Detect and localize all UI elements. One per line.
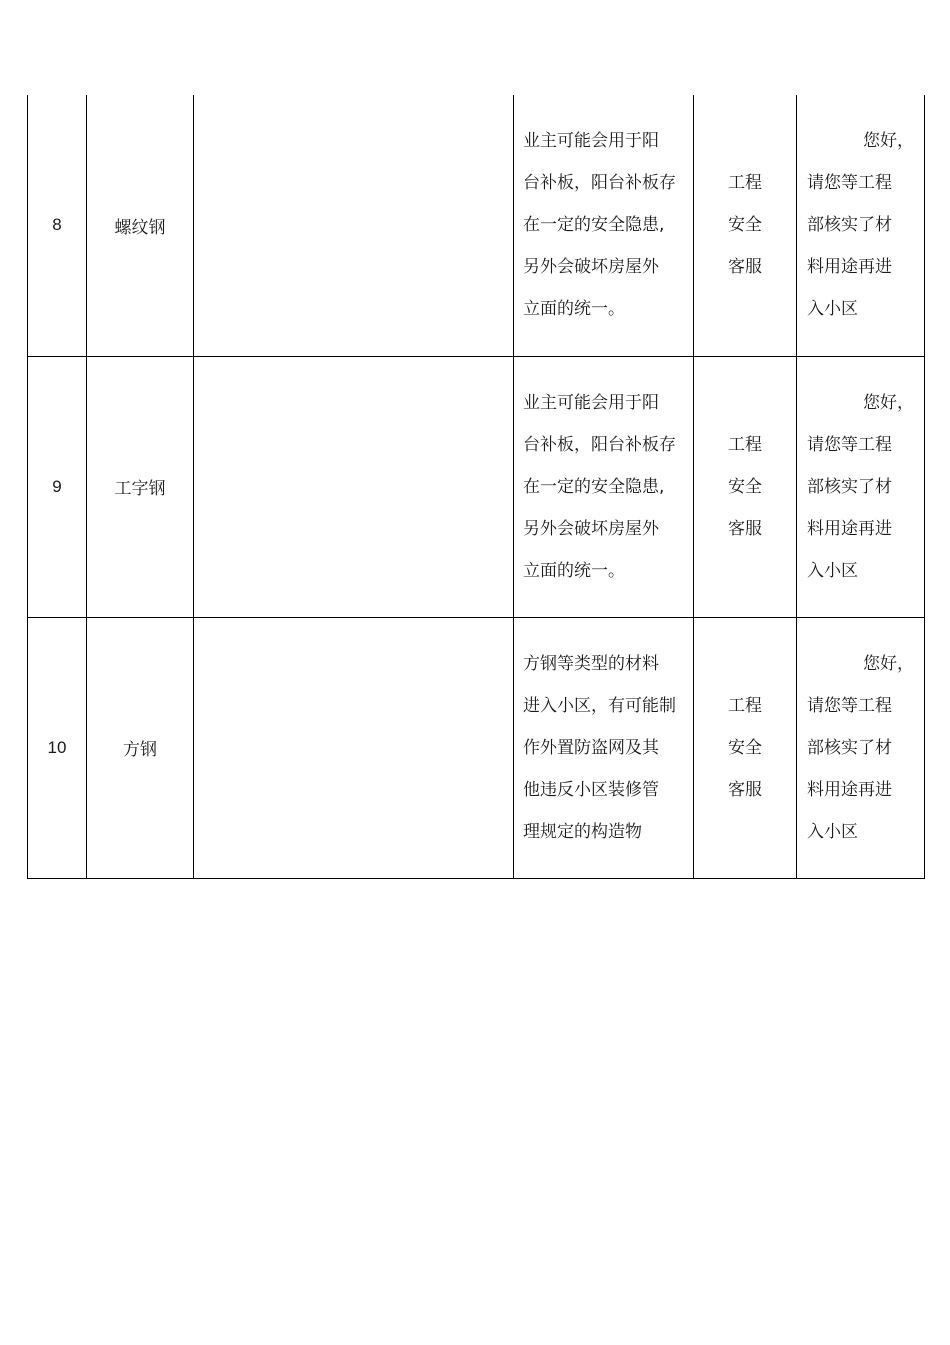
responsible-departments — [694, 617, 797, 878]
reply-line: 入小区 — [807, 299, 858, 320]
department-line: 安全 — [728, 476, 762, 497]
row-number: 8 — [28, 95, 87, 356]
responsible-departments — [694, 356, 797, 617]
reply-line: 料用途再进 — [807, 518, 892, 539]
responsible-departments — [694, 95, 797, 356]
reply-line: 入小区 — [807, 560, 858, 581]
table-row — [28, 95, 925, 356]
department-line: 工程 — [728, 434, 762, 455]
material-name: 方钢 — [87, 617, 194, 878]
standard-reply — [797, 617, 925, 878]
reason-line: 进入小区，有可能制 — [523, 695, 676, 716]
reply-line: 部核实了材 — [807, 215, 892, 236]
materials-table — [27, 95, 925, 879]
reply-line: 您好， — [863, 131, 914, 152]
row-number: 9 — [28, 356, 87, 617]
reply-line: 您好， — [863, 653, 914, 674]
material-description — [194, 356, 514, 617]
reason-line: 理规定的构造物 — [523, 821, 642, 842]
department-line: 安全 — [728, 737, 762, 758]
reply-line: 部核实了材 — [807, 476, 892, 497]
material-name: 螺纹钢 — [87, 95, 194, 356]
row-number: 10 — [28, 617, 87, 878]
standard-reply — [797, 95, 925, 356]
reason-line: 立面的统一。 — [523, 560, 625, 581]
material-description — [194, 617, 514, 878]
reply-line: 入小区 — [807, 821, 858, 842]
reason-line: 业主可能会用于阳 — [523, 392, 659, 413]
department-line: 客服 — [728, 257, 762, 278]
reply-line: 您好， — [863, 392, 914, 413]
reason-line: 作外置防盗网及其 — [523, 737, 659, 758]
reply-line: 请您等工程 — [807, 434, 892, 455]
department-line: 客服 — [728, 518, 762, 539]
restriction-reason — [514, 95, 694, 356]
reason-line: 另外会破坏房屋外 — [523, 518, 659, 539]
reply-line: 料用途再进 — [807, 257, 892, 278]
reply-line: 料用途再进 — [807, 779, 892, 800]
restriction-reason — [514, 356, 694, 617]
material-description — [194, 95, 514, 356]
reason-line: 他违反小区装修管 — [523, 779, 659, 800]
standard-reply — [797, 356, 925, 617]
table-row — [28, 356, 925, 617]
table-row — [28, 617, 925, 878]
reply-line: 请您等工程 — [807, 173, 892, 194]
reply-line: 请您等工程 — [807, 695, 892, 716]
restriction-reason — [514, 617, 694, 878]
material-name: 工字钢 — [87, 356, 194, 617]
reason-line: 方钢等类型的材料 — [523, 653, 659, 674]
reason-line: 业主可能会用于阳 — [523, 131, 659, 152]
reason-line: 在一定的安全隐患, — [523, 476, 665, 497]
reason-line: 另外会破坏房屋外 — [523, 257, 659, 278]
reason-line: 在一定的安全隐患, — [523, 215, 665, 236]
department-line: 工程 — [728, 173, 762, 194]
department-line: 客服 — [728, 779, 762, 800]
reply-line: 部核实了材 — [807, 737, 892, 758]
department-line: 安全 — [728, 215, 762, 236]
reason-line: 立面的统一。 — [523, 299, 625, 320]
department-line: 工程 — [728, 695, 762, 716]
reason-line: 台补板，阳台补板存 — [523, 173, 676, 194]
reason-line: 台补板，阳台补板存 — [523, 434, 676, 455]
